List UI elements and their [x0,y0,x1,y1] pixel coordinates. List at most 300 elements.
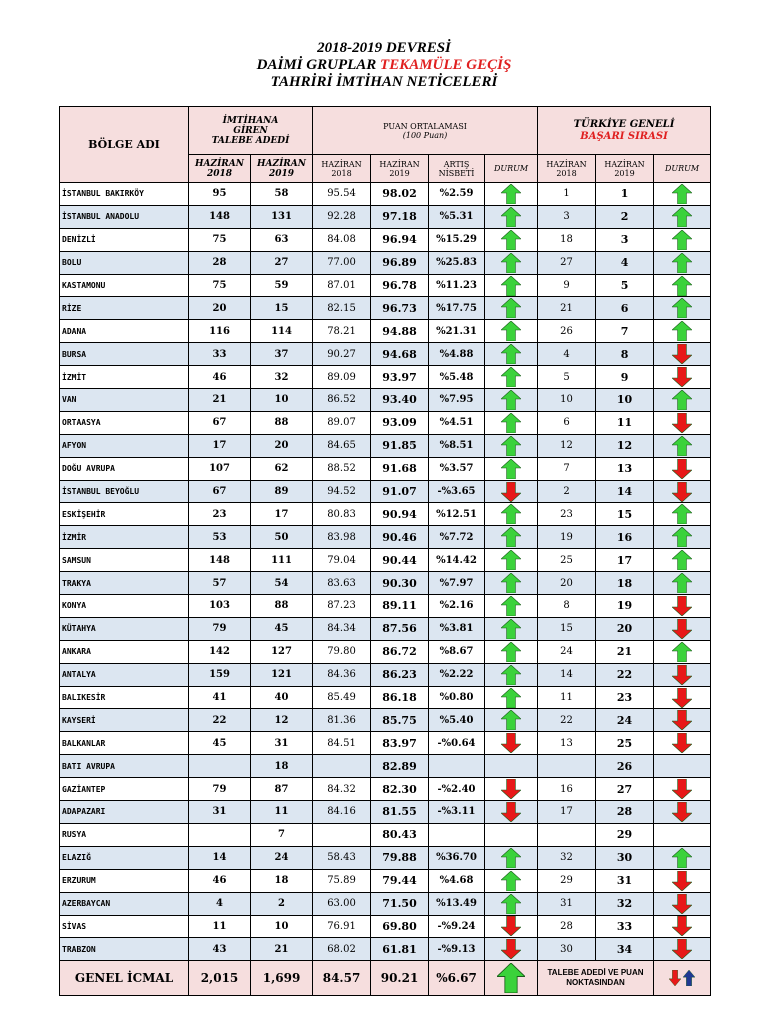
puan-2019: 87.56 [371,617,429,640]
rank-2019: 20 [596,617,654,640]
talebe-2019: 88 [251,411,313,434]
talebe-2018: 46 [189,366,251,389]
up-arrow-icon [501,326,521,337]
durum-rank [654,228,711,251]
durum-rank [654,823,711,846]
title-line-2 [0,57,768,74]
rank-2018: 27 [538,251,596,274]
table-row [60,801,711,824]
region-name: ADAPAZARI [60,801,189,824]
rank-2019: 12 [596,434,654,457]
rank-2019: 16 [596,526,654,549]
legend-arrows [669,970,695,986]
artis-nisbeti: %13.49 [429,892,485,915]
artis-nisbeti: -%3.65 [429,480,485,503]
down-arrow-icon [672,600,692,611]
table-row [60,938,711,961]
region-name: BOLU [60,251,189,274]
puan-2018: 84.51 [313,732,371,755]
puan-2018: 86.52 [313,389,371,412]
durum-rank [654,366,711,389]
down-arrow-icon [672,372,692,383]
talebe-2019: 63 [251,228,313,251]
talebe-2019: 10 [251,915,313,938]
durum-puan [485,755,538,778]
table-row [60,389,711,412]
rank-2019: 21 [596,640,654,663]
puan-2018: 63.00 [313,892,371,915]
artis-nisbeti: %5.48 [429,366,485,389]
durum-rank [654,892,711,915]
talebe-2019: 7 [251,823,313,846]
table-row [60,297,711,320]
puan-2019: 90.46 [371,526,429,549]
down-arrow-icon [501,806,521,817]
durum-rank [654,549,711,572]
up-arrow-icon [501,303,521,314]
durum-puan [485,915,538,938]
talebe-2019: 131 [251,205,313,228]
artis-nisbeti: %12.51 [429,503,485,526]
table-row [60,869,711,892]
rank-2018: 32 [538,846,596,869]
region-name: GAZİANTEP [60,778,189,801]
puan-2019: 79.44 [371,869,429,892]
header-talebe-line-1: İMTİHANA [222,115,279,126]
talebe-2019: 12 [251,709,313,732]
artis-nisbeti: %15.29 [429,228,485,251]
talebe-2019: 62 [251,457,313,480]
talebe-2019: 87 [251,778,313,801]
talebe-2018: 79 [189,617,251,640]
artis-nisbeti: %0.80 [429,686,485,709]
rank-2018: 5 [538,366,596,389]
header-turkiye-group [538,107,711,155]
talebe-2019: 18 [251,755,313,778]
down-arrow-icon [501,784,521,795]
down-arrow-icon [672,784,692,795]
header-haziran-label: HAZİRAN [321,159,362,169]
artis-nisbeti: %14.42 [429,549,485,572]
table-row [60,709,711,732]
talebe-2018: 75 [189,274,251,297]
region-name: İSTANBUL BAKIRKÖY [60,183,189,206]
artis-nisbeti: %5.31 [429,205,485,228]
durum-puan [485,411,538,434]
durum-rank [654,915,711,938]
rank-2019: 30 [596,846,654,869]
artis-nisbeti: %7.95 [429,389,485,412]
durum-puan [485,274,538,297]
down-arrow-icon [672,944,692,955]
up-arrow-icon [501,188,521,199]
region-name: RUSYA [60,823,189,846]
talebe-2018: 23 [189,503,251,526]
puan-2018: 88.52 [313,457,371,480]
talebe-2019: 88 [251,595,313,618]
puan-2019: 86.18 [371,686,429,709]
table-row [60,572,711,595]
talebe-2018: 95 [189,183,251,206]
rank-2019: 4 [596,251,654,274]
header-durum-1: DURUM [485,155,538,183]
durum-puan [485,320,538,343]
puan-2018: 90.27 [313,343,371,366]
rank-2019: 2 [596,205,654,228]
puan-2018: 84.65 [313,434,371,457]
talebe-2019: 18 [251,869,313,892]
talebe-2018: 107 [189,457,251,480]
down-arrow-icon [672,692,692,703]
region-name: KONYA [60,595,189,618]
down-arrow-icon [672,417,692,428]
header-year-label: 2018 [206,168,233,179]
table-row [60,686,711,709]
region-name: İSTANBUL ANADOLU [60,205,189,228]
up-arrow-icon [672,188,692,199]
durum-rank [654,205,711,228]
table-row [60,526,711,549]
up-arrow-icon [672,257,692,268]
up-arrow-icon [501,852,521,863]
region-name: VAN [60,389,189,412]
rank-2018: 26 [538,320,596,343]
header-talebe-group [189,107,313,155]
header-talebe-line-3: TALEBE ADEDİ [211,135,290,146]
rank-2019: 17 [596,549,654,572]
talebe-2019: 27 [251,251,313,274]
region-name: TRAKYA [60,572,189,595]
puan-2019: 93.40 [371,389,429,412]
rank-2018: 7 [538,457,596,480]
up-arrow-icon [501,646,521,657]
durum-rank [654,640,711,663]
durum-rank [654,434,711,457]
table-row [60,617,711,640]
durum-puan [485,846,538,869]
table-row [60,366,711,389]
up-arrow-icon [501,440,521,451]
region-name: ANTALYA [60,663,189,686]
header-talebe-line-2: GİREN [233,125,268,136]
artis-nisbeti: %8.51 [429,434,485,457]
puan-2019: 61.81 [371,938,429,961]
rank-2019: 23 [596,686,654,709]
rank-2019: 25 [596,732,654,755]
down-arrow-icon [501,486,521,497]
durum-rank [654,709,711,732]
durum-rank [654,595,711,618]
header-haziran-label: HAZİRAN [546,159,587,169]
puan-2018: 92.28 [313,205,371,228]
rank-2019: 26 [596,755,654,778]
durum-puan [485,457,538,480]
region-name: DOĞU AVRUPA [60,457,189,480]
header-haziran-label: HAZİRAN [257,158,306,169]
puan-2018: 83.98 [313,526,371,549]
durum-puan [485,640,538,663]
durum-puan [485,709,538,732]
up-arrow-icon [501,280,521,291]
durum-rank [654,183,711,206]
region-name: TRABZON [60,938,189,961]
talebe-2019: 17 [251,503,313,526]
down-arrow-icon [501,944,521,955]
puan-2019: 94.68 [371,343,429,366]
durum-rank [654,869,711,892]
puan-2019: 91.07 [371,480,429,503]
durum-rank [654,297,711,320]
rank-2018: 13 [538,732,596,755]
talebe-2018: 75 [189,228,251,251]
puan-2019: 96.89 [371,251,429,274]
talebe-2018: 31 [189,801,251,824]
rank-2018: 29 [538,869,596,892]
artis-nisbeti: %5.40 [429,709,485,732]
durum-puan [485,503,538,526]
rank-2019: 29 [596,823,654,846]
artis-nisbeti: %3.81 [429,617,485,640]
down-arrow-icon [672,806,692,817]
talebe-2018: 79 [189,778,251,801]
puan-2019: 82.89 [371,755,429,778]
puan-2019: 81.55 [371,801,429,824]
rank-2018: 23 [538,503,596,526]
up-arrow-icon [672,326,692,337]
artis-nisbeti: %17.75 [429,297,485,320]
results-table [59,106,711,996]
talebe-2019: 89 [251,480,313,503]
puan-2019: 91.85 [371,434,429,457]
header-durum-2: DURUM [654,155,711,183]
puan-2019: 79.88 [371,846,429,869]
durum-puan [485,366,538,389]
durum-puan [485,526,538,549]
talebe-2018: 67 [189,411,251,434]
durum-rank [654,457,711,480]
down-arrow-icon [501,921,521,932]
artis-nisbeti: %2.22 [429,663,485,686]
rank-2018: 24 [538,640,596,663]
table-row [60,411,711,434]
artis-nisbeti: -%0.64 [429,732,485,755]
up-arrow-icon [501,898,521,909]
durum-rank [654,411,711,434]
down-arrow-icon [672,486,692,497]
artis-nisbeti [429,755,485,778]
puan-2019: 86.23 [371,663,429,686]
rank-2019: 22 [596,663,654,686]
puan-2019: 89.11 [371,595,429,618]
puan-2019: 98.02 [371,183,429,206]
down-arrow-icon [672,623,692,634]
up-arrow-icon [672,852,692,863]
title-block [0,40,768,91]
puan-2019: 80.43 [371,823,429,846]
table-row [60,251,711,274]
talebe-2018: 14 [189,846,251,869]
region-name: BURSA [60,343,189,366]
rank-2019: 32 [596,892,654,915]
rank-2018: 6 [538,411,596,434]
talebe-2019: 40 [251,686,313,709]
up-arrow-icon [672,578,692,589]
table-row [60,228,711,251]
up-arrow-icon [501,623,521,634]
footer-artis: %6.67 [429,961,485,996]
talebe-2018: 142 [189,640,251,663]
rank-2018: 21 [538,297,596,320]
durum-puan [485,892,538,915]
rank-2019: 6 [596,297,654,320]
durum-rank [654,778,711,801]
up-arrow-icon [672,646,692,657]
talebe-2019: 24 [251,846,313,869]
table-row [60,457,711,480]
talebe-2019: 21 [251,938,313,961]
footer-note: TALEBE ADEDİ VE PUAN NOKTASINDAN [538,961,654,996]
table-row [60,549,711,572]
down-arrow-icon [669,970,681,986]
artis-nisbeti: -%3.11 [429,801,485,824]
puan-2018: 78.21 [313,320,371,343]
header-bolge: BÖLGE ADI [60,107,189,183]
rank-2019: 33 [596,915,654,938]
header-artis [429,155,485,183]
puan-2019: 91.68 [371,457,429,480]
header-year-label: 2019 [268,168,295,179]
region-name: İSTANBUL BEYOĞLU [60,480,189,503]
table-row [60,320,711,343]
region-name: AZERBAYCAN [60,892,189,915]
up-arrow-icon [672,509,692,520]
title-line-2-highlight: TEKAMÜLE GEÇİŞ [380,57,512,73]
rank-2019: 3 [596,228,654,251]
puan-2018: 83.63 [313,572,371,595]
puan-2019: 86.72 [371,640,429,663]
header-haziran-label: HAZİRAN [379,159,420,169]
footer-label: GENEL İCMAL [60,961,189,996]
footer-talebe-2018: 2,015 [189,961,251,996]
down-arrow-icon [672,898,692,909]
artis-nisbeti: %7.97 [429,572,485,595]
durum-puan [485,343,538,366]
table-row [60,778,711,801]
durum-puan [485,480,538,503]
up-arrow-icon [501,692,521,703]
region-name: SAMSUN [60,549,189,572]
up-arrow-icon [501,555,521,566]
talebe-2019: 37 [251,343,313,366]
durum-rank [654,320,711,343]
rank-2018: 18 [538,228,596,251]
rank-2019: 11 [596,411,654,434]
up-arrow-icon [672,532,692,543]
rank-2018: 8 [538,595,596,618]
region-name: AFYON [60,434,189,457]
puan-2018: 82.15 [313,297,371,320]
footer-durum [485,961,538,996]
durum-puan [485,869,538,892]
header-puan-group [313,107,538,155]
durum-puan [485,686,538,709]
rank-2018: 4 [538,343,596,366]
artis-nisbeti: %2.16 [429,595,485,618]
talebe-2019: 2 [251,892,313,915]
artis-nisbeti: %8.67 [429,640,485,663]
durum-puan [485,801,538,824]
down-arrow-icon [672,921,692,932]
puan-2018: 84.16 [313,801,371,824]
puan-2018: 84.34 [313,617,371,640]
region-name: KÜTAHYA [60,617,189,640]
rank-2018: 20 [538,572,596,595]
talebe-2019: 11 [251,801,313,824]
rank-2018: 22 [538,709,596,732]
talebe-2019: 15 [251,297,313,320]
rank-2018: 12 [538,434,596,457]
rank-2018: 3 [538,205,596,228]
puan-2018: 75.89 [313,869,371,892]
table-row [60,663,711,686]
table-row [60,846,711,869]
rank-2019: 5 [596,274,654,297]
title-line-3: TAHRİRİ İMTİHAN NETİCELERİ [270,74,498,90]
table-row [60,915,711,938]
up-arrow-icon [501,532,521,543]
puan-2018 [313,823,371,846]
header-turkiye-line-2: BAŞARI SIRASI [580,130,668,142]
rank-2019: 13 [596,457,654,480]
footer-talebe-2019: 1,699 [251,961,313,996]
header-puan-line-1: PUAN ORTALAMASI [383,121,467,131]
puan-2019: 93.97 [371,366,429,389]
up-arrow-icon [672,211,692,222]
table-row [60,755,711,778]
artis-nisbeti: %36.70 [429,846,485,869]
down-arrow-icon [672,875,692,886]
header-puan-line-2: (100 Puan) [402,130,448,140]
talebe-2018: 20 [189,297,251,320]
talebe-2019: 58 [251,183,313,206]
up-arrow-icon [672,394,692,405]
rank-2019: 10 [596,389,654,412]
talebe-2019: 50 [251,526,313,549]
up-arrow-icon [501,211,521,222]
up-arrow-icon [501,394,521,405]
talebe-2018: 148 [189,549,251,572]
puan-2018 [313,755,371,778]
up-arrow-icon [501,875,521,886]
table-row [60,205,711,228]
talebe-2019: 127 [251,640,313,663]
rank-2019: 14 [596,480,654,503]
talebe-2018: 41 [189,686,251,709]
region-name: ELAZIĞ [60,846,189,869]
talebe-2018: 148 [189,205,251,228]
talebe-2018: 46 [189,869,251,892]
durum-rank [654,274,711,297]
puan-2018: 76.91 [313,915,371,938]
header-year-label: 2018 [331,168,352,178]
artis-nisbeti: -%2.40 [429,778,485,801]
puan-2018: 84.36 [313,663,371,686]
talebe-2018 [189,823,251,846]
region-name: KASTAMONU [60,274,189,297]
puan-2018: 94.52 [313,480,371,503]
footer-legend [654,961,711,996]
up-arrow-icon [501,600,521,611]
